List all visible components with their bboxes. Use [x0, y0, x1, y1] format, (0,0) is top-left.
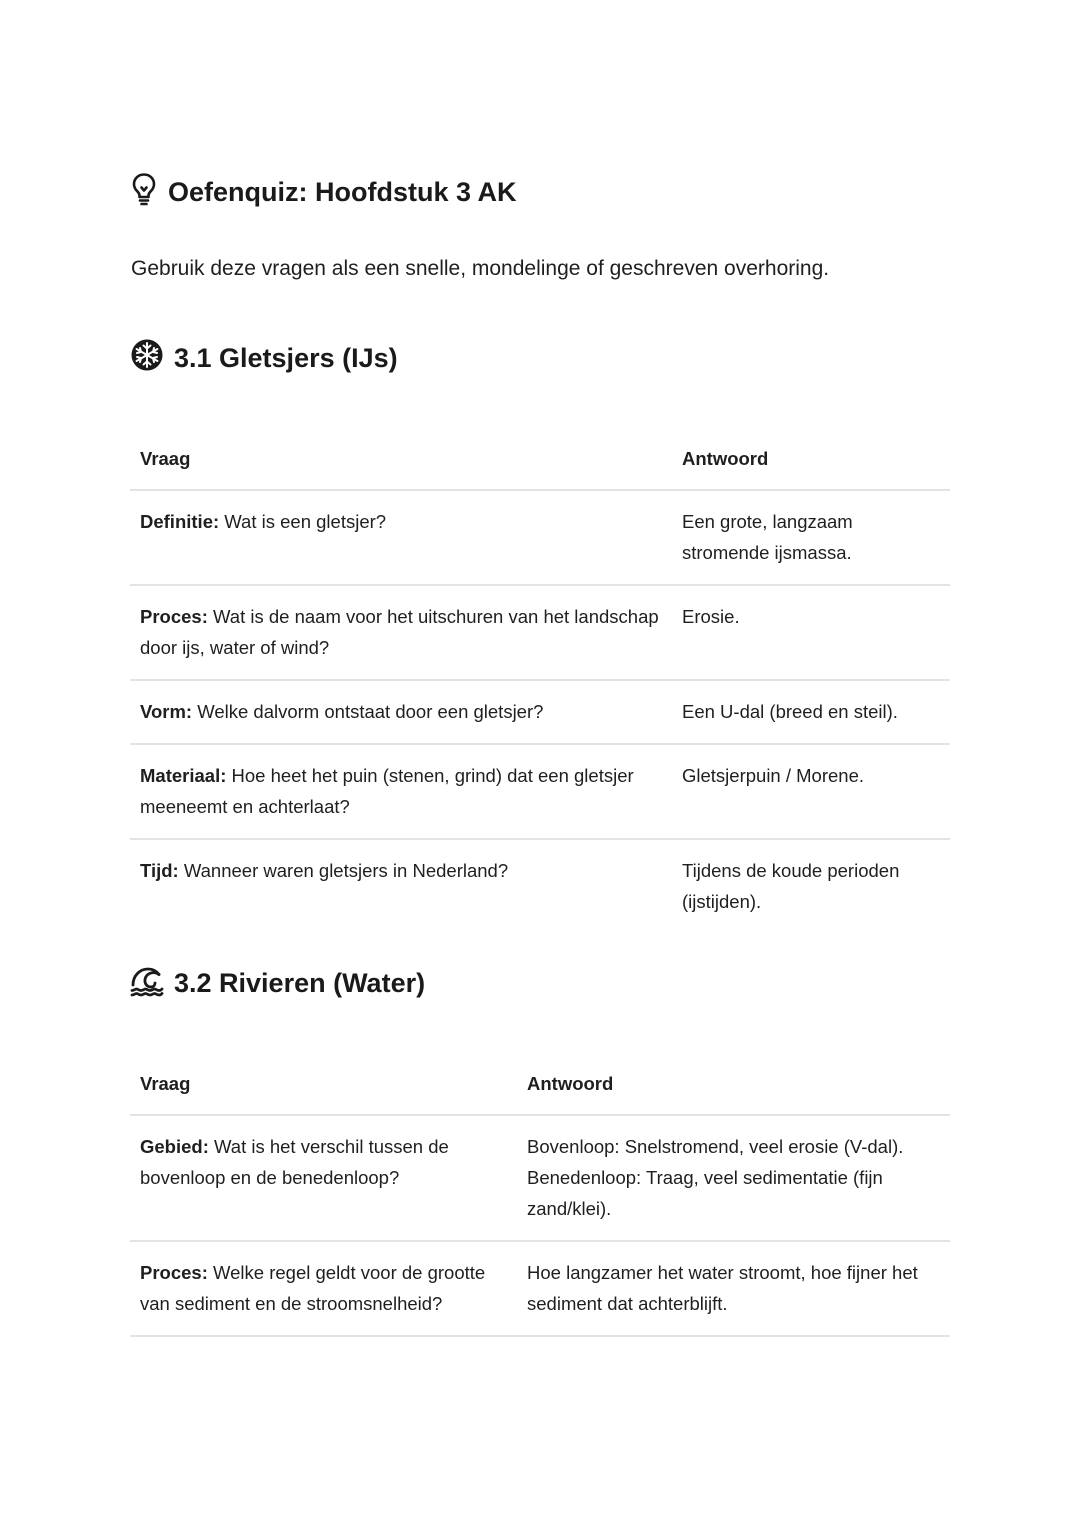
- answer-cell: Gletsjerpuin / Morene.: [672, 744, 950, 839]
- table-row: [130, 680, 950, 744]
- question-label: Proces:: [140, 606, 208, 627]
- question-cell: [130, 585, 672, 680]
- answer-cell: Hoe langzamer het water stroomt, hoe fijner het sediment dat achterblijft.: [517, 1241, 950, 1336]
- table-row: [130, 1241, 950, 1336]
- section-heading-text: 3.1 Gletsjers (IJs): [174, 343, 398, 373]
- answer-cell: Bovenloop: Snelstromend, veel erosie (V-dal). Benedenloop: Traag, veel sedimentatie (fijn zand/klei).: [517, 1115, 950, 1241]
- answer-cell: Erosie.: [672, 585, 950, 680]
- question-text: Wanneer waren gletsjers in Nederland?: [178, 860, 509, 881]
- section-heading-rivieren: [130, 963, 425, 1004]
- table-header-row: [130, 428, 950, 490]
- question-label: Vorm:: [140, 701, 193, 722]
- column-header-question: Vraag: [130, 428, 672, 490]
- answer-cell: Een U-dal (breed en steil).: [672, 680, 950, 744]
- column-header-question: Vraag: [130, 1053, 517, 1115]
- question-text: Wat is een gletsjer?: [219, 511, 387, 532]
- section-heading-gletsjers: [130, 338, 398, 379]
- question-label: Definitie:: [140, 511, 220, 532]
- column-header-answer: Antwoord: [517, 1053, 950, 1115]
- water-wave-icon: [130, 963, 164, 1004]
- table-row: [130, 1115, 950, 1241]
- quiz-table-rivieren: [130, 1053, 950, 1337]
- question-text: Welke regel geldt voor de grootte van sediment en de stroomsnelheid?: [140, 1262, 486, 1314]
- answer-cell: Een grote, langzaam stromende ijsmassa.: [672, 490, 950, 585]
- table-header-row: [130, 1053, 950, 1115]
- lightbulb-icon: [130, 172, 158, 213]
- snowflake-icon: [130, 338, 164, 379]
- table-row: [130, 490, 950, 585]
- intro-text: Gebruik deze vragen als een snelle, mondelinge of geschreven overhoring.: [131, 257, 830, 280]
- question-label: Tijd:: [140, 860, 179, 881]
- question-cell: [130, 1241, 517, 1336]
- question-cell: [130, 680, 672, 744]
- question-cell: [130, 490, 672, 585]
- page-title-text: Oefenquiz: Hoofdstuk 3 AK: [168, 177, 517, 207]
- question-label: Materiaal:: [140, 765, 227, 786]
- question-label: Gebied:: [140, 1136, 209, 1157]
- question-text: Wat is het verschil tussen de bovenloop en de benedenloop?: [140, 1136, 449, 1188]
- answer-cell: Tijdens de koude perioden (ijstijden).: [682, 860, 900, 912]
- table-row: [130, 585, 950, 680]
- question-label: Proces:: [140, 1262, 208, 1283]
- question-cell: [130, 839, 672, 933]
- question-text: Welke dalvorm ontstaat door een gletsjer?: [192, 701, 544, 722]
- table-row: [130, 839, 950, 933]
- column-header-answer: Antwoord: [672, 428, 950, 490]
- question-text: Wat is de naam voor het uitschuren van het landschap door ijs, water of wind?: [140, 606, 659, 658]
- question-text: Hoe heet het puin (stenen, grind) dat een gletsjer meeneemt en achterlaat?: [140, 765, 634, 817]
- question-cell: [130, 1115, 517, 1241]
- question-cell: [130, 744, 672, 839]
- table-row: [130, 744, 950, 839]
- page-title: [130, 172, 517, 213]
- section-heading-text: 3.2 Rivieren (Water): [174, 968, 426, 998]
- quiz-table-gletsjers: [130, 428, 950, 933]
